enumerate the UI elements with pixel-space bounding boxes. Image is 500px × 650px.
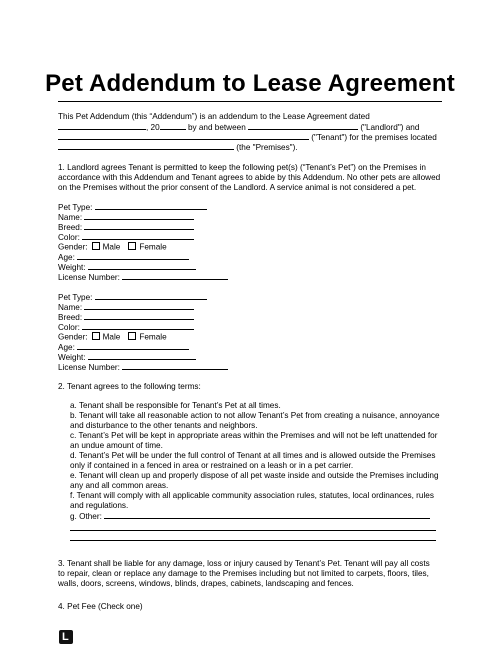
pet-female-label: Female bbox=[139, 242, 167, 252]
pet2-color-field[interactable] bbox=[82, 322, 194, 330]
pet2-female-checkbox[interactable] bbox=[128, 332, 136, 340]
pet-type-label: Pet Type: bbox=[58, 293, 93, 302]
pet1-breed-field[interactable] bbox=[84, 222, 194, 230]
section-1-line-1: 1. Landlord agrees Tenant is permitted to keep the following pet(s) (“Tenant’s Pet”) on the Premises in bbox=[58, 163, 426, 172]
pet-name-label: Name: bbox=[58, 213, 83, 222]
pet-male-label: Male bbox=[102, 242, 121, 252]
pet2-male-checkbox[interactable] bbox=[92, 332, 100, 340]
other-terms-line-3[interactable] bbox=[70, 540, 436, 541]
intro-premises-label: (the "Premises"). bbox=[234, 143, 298, 152]
term-c-line-2: an undue amount of time. bbox=[70, 441, 163, 450]
section-2-heading: 2. Tenant agrees to the following terms: bbox=[58, 382, 201, 391]
pet2-age-field[interactable] bbox=[77, 342, 189, 350]
intro-line-4 bbox=[58, 142, 298, 154]
premises-address-field[interactable] bbox=[58, 142, 234, 150]
pet-gender-label: Gender: bbox=[58, 242, 88, 252]
pet2-breed-field[interactable] bbox=[84, 312, 194, 320]
logo-l-icon bbox=[59, 630, 73, 644]
pet-color-label: Color: bbox=[58, 323, 80, 332]
pet1-male-checkbox[interactable] bbox=[92, 242, 100, 250]
term-d-line-1: d. Tenant’s Pet will be under the full control of Tenant at all times and is allowed outside the Premises bbox=[70, 451, 436, 460]
section-4-heading: 4. Pet Fee (Check one) bbox=[58, 602, 143, 611]
intro-line-1: This Pet Addendum (this “Addendum”) is an addendum to the Lease Agreement dated bbox=[58, 112, 370, 121]
pet-breed-label: Breed: bbox=[58, 223, 83, 232]
intro-between: by and between bbox=[185, 123, 246, 132]
logo-letter: L bbox=[62, 631, 69, 643]
pet-name-label: Name: bbox=[58, 303, 83, 312]
term-a: a. Tenant shall be responsible for Tenant’s Pet at all times. bbox=[70, 401, 281, 410]
term-f-line-1: f. Tenant will comply with all applicable community association rules, statutes, local ordinances, rules bbox=[70, 491, 434, 500]
intro-tenant-label: ("Tenant") for the premises located bbox=[309, 133, 437, 142]
pet-gender-label: Gender: bbox=[58, 332, 88, 342]
pet-age-label: Age: bbox=[58, 253, 75, 262]
other-terms-line-2[interactable] bbox=[70, 530, 436, 531]
pet-color-label: Color: bbox=[58, 233, 80, 242]
pet-weight-label: Weight: bbox=[58, 353, 86, 362]
pet-breed-label: Breed: bbox=[58, 313, 83, 322]
section-1-line-3: on the Premises without the prior consent of the Landlord. A service animal is not considered a pet. bbox=[58, 183, 417, 192]
pet1-female-checkbox[interactable] bbox=[128, 242, 136, 250]
lease-year-field[interactable] bbox=[160, 122, 186, 130]
other-terms-field[interactable] bbox=[104, 511, 430, 519]
term-b-line-2: and disturbance to the other tenants and neighbors. bbox=[70, 421, 258, 430]
pet1-license-row bbox=[58, 272, 228, 284]
landlord-name-field[interactable] bbox=[248, 122, 358, 130]
pet2-license-field[interactable] bbox=[122, 362, 228, 370]
title-divider bbox=[58, 101, 442, 102]
section-3-line-2: to repair, clean or replace any damage to the Premises including but not limited to carpets, floors, tiles, bbox=[58, 569, 429, 578]
term-e-line-2: any and all common areas. bbox=[70, 481, 169, 490]
term-g-row bbox=[70, 511, 430, 523]
pet-age-label: Age: bbox=[58, 343, 75, 352]
term-g-label: g. Other: bbox=[70, 512, 102, 521]
pet1-age-field[interactable] bbox=[77, 252, 189, 260]
pet-weight-label: Weight: bbox=[58, 263, 86, 272]
term-e-line-1: e. Tenant will clean up and properly dispose of all pet waste inside and outside the Premises including bbox=[70, 471, 439, 480]
term-d-line-2: only if contained in a fenced in area or restrained on a leash or in a pet carrier. bbox=[70, 461, 354, 470]
lease-date-field[interactable] bbox=[58, 122, 146, 130]
pet2-weight-field[interactable] bbox=[88, 352, 196, 360]
pet-female-label: Female bbox=[139, 332, 167, 342]
section-1-line-2: accordance with this Addendum and Tenant agrees to abide by this Addendum. No other pets are allowed bbox=[58, 173, 441, 182]
page-title: Pet Addendum to Lease Agreement bbox=[45, 70, 455, 97]
section-3-line-1: 3. Tenant shall be liable for any damage, loss or injury caused by Tenant’s Pet. Tenant will pay all costs bbox=[58, 559, 430, 568]
pet-type-label: Pet Type: bbox=[58, 203, 93, 212]
pet1-name-field[interactable] bbox=[84, 212, 194, 220]
pet2-type-field[interactable] bbox=[95, 292, 207, 300]
pet2-license-row bbox=[58, 362, 228, 374]
section-3-line-3: walls, doors, screens, windows, blinds, drapes, cabinets, landscaping and fences. bbox=[58, 579, 354, 588]
intro-landlord-label: ("Landlord") and bbox=[358, 123, 420, 132]
pet1-type-field[interactable] bbox=[95, 202, 207, 210]
intro-year-prefix: , 20 bbox=[146, 123, 160, 132]
pet1-license-field[interactable] bbox=[122, 272, 228, 280]
pet-male-label: Male bbox=[102, 332, 121, 342]
pet1-weight-field[interactable] bbox=[88, 262, 196, 270]
pet-license-label: License Number: bbox=[58, 273, 120, 282]
pet1-color-field[interactable] bbox=[82, 232, 194, 240]
term-f-line-2: and regulations. bbox=[70, 501, 129, 510]
tenant-name-field[interactable] bbox=[58, 132, 309, 140]
pet2-name-field[interactable] bbox=[84, 302, 194, 310]
term-b-line-1: b. Tenant will take all reasonable action to not allow Tenant’s Pet from creating a nuisance, annoyance bbox=[70, 411, 440, 420]
pet-license-label: License Number: bbox=[58, 363, 120, 372]
term-c-line-1: c. Tenant’s Pet will be kept in appropriate areas within the Premises and will not be left unattended for bbox=[70, 431, 438, 440]
